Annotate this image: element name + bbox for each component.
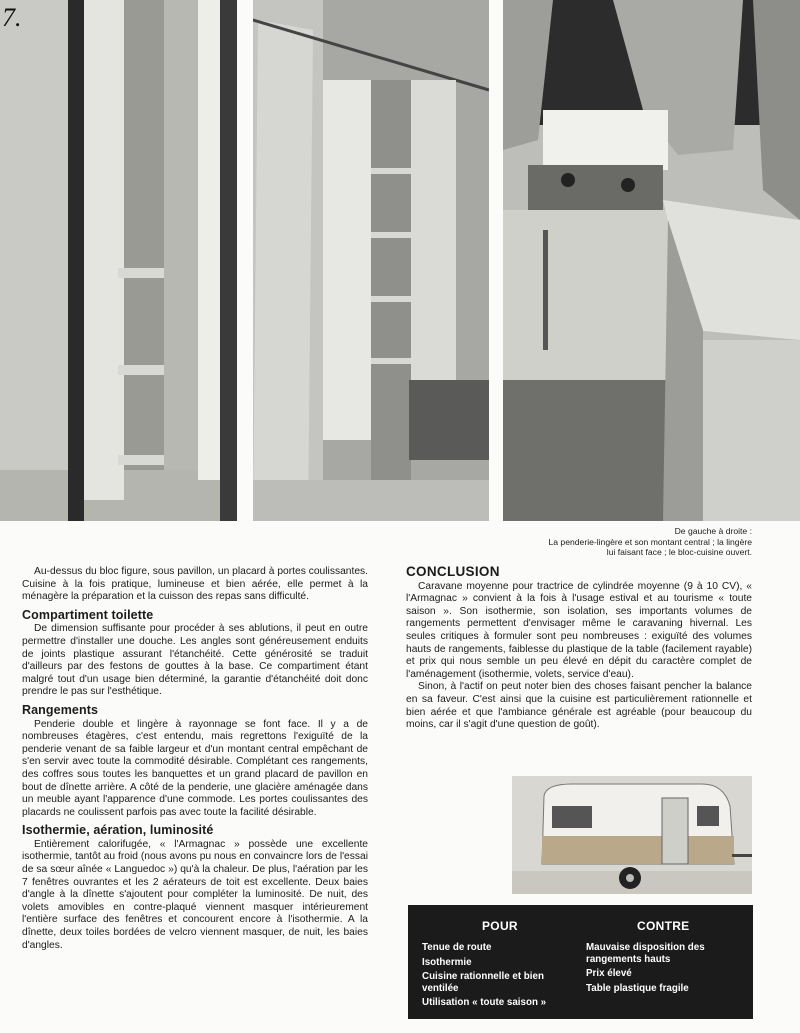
photo-bloc-cuisine <box>503 0 800 521</box>
page-number: 7. <box>2 3 22 32</box>
list-item: Cuisine rationnelle et bien ventilée <box>422 971 544 994</box>
conclusion-heading: CONCLUSION <box>406 564 500 579</box>
conclusion-paragraph: Caravane moyenne pour tractrice de cylindrée moyenne (9 à 10 CV), « l'Armagnac » convient à la fois à l'usage estival et au tourisme « toute saison ». Son isothermie, son isolation, ses importants volumes de rangements permettent d'envisager même le caravaning hivernal. Les seules critiques à formuler sont peu nombreuses : exiguïté des volumes hauts de rangements, faiblesse du plastique de la table (facilement rayable) et prix qui nous semble un peu élevé en dépit du caractère complet de l'aménagement (isothermie, volets, service d'eau). <box>406 580 752 680</box>
list-item: Table plastique fragile <box>586 982 689 994</box>
caption-line: La penderie-lingère et son montant central ; la lingère <box>548 536 752 547</box>
contre-heading: CONTRE <box>637 919 690 933</box>
section-paragraph: Penderie double et lingère à rayonnage se font face. Il y a de nombreuses étagères, c'est entendu, mais regrettons l'exiguïté de la penderie venant de sa faible largeur et d'un montant central empêchant de s'en servir avec toute la commodité désirable. Complétant ces rangements, des coffres sous toutes les banquettes et un grand placard de pavillon en bout de dînette arrière. A côté de la penderie, une glacière aménagée dans un meuble ayant l'apparence d'une commode. Les portes coulissantes des placards ne coulissent parfois pas avec toute la facilité désirable. <box>22 718 368 818</box>
photo-caption <box>548 526 752 558</box>
list-item: Utilisation « toute saison » <box>422 997 547 1008</box>
caption-line: De gauche à droite : <box>674 526 752 536</box>
list-item: Isothermie <box>422 956 472 968</box>
pour-heading: POUR <box>482 919 518 933</box>
section-heading-isothermie: Isothermie, aération, luminosité <box>22 823 214 838</box>
intro-paragraph: Au-dessus du bloc figure, sous pavillon, un placard à portes coulissantes. Cuisine à la fois pratique, lumineuse et bien aérée, elle permet à la ménagère la préparation et la cuisson des repas sans difficulté. <box>22 566 368 603</box>
list-item: Mauvaise disposition des rangements hauts <box>586 942 705 965</box>
list-item: Tenue de route <box>422 942 492 953</box>
section-heading-toilette: Compartiment toilette <box>22 607 154 622</box>
photo-penderie <box>0 0 237 521</box>
caravan-photo <box>512 776 752 894</box>
contre-list <box>586 942 744 997</box>
pros-cons-box <box>408 905 753 1019</box>
section-paragraph: Entièrement calorifugée, « l'Armagnac » possède une excellente isothermie, tantôt au froid (nous avons pu nous en convaincre lors de l'essai de sa sœur aînée « Languedoc ») qu'à la chaleur. De plus, l'aération par les 7 fenêtres ouvrantes et les 2 aérateurs de toit est excellente. Deux baies d'angle à la dînette s'ajoutent pour compléter la luminosité. De nuit, des volets amovibles en contre-plaqué viennent masquer intérieurement l'entière surface des fenêtres et concourent encore à l'isothermie. A la dînette, deux toiles bordées de velcro viennent masquer, de nuit, les baies d'angles. <box>22 838 368 951</box>
list-item: Prix élevé <box>586 968 632 979</box>
right-column <box>406 566 752 732</box>
photo-lingere <box>253 0 489 521</box>
pour-list <box>422 942 572 1012</box>
caption-line: lui faisant face ; le bloc-cuisine ouvert. <box>606 547 752 557</box>
left-column <box>22 566 368 952</box>
section-heading-rangements: Rangements <box>22 702 99 717</box>
section-paragraph: De dimension suffisante pour procéder à ses ablutions, il peut en outre permettre d'installer une douche. Les angles sont généreusement enduits de joints plastique assurant l'étanchéité. Cette générosité se traduit d'ailleurs par des festons de gouttes à la base. Ce compartiment étant malgré tout d'un usage bien déterminé, la garantie d'étanchéité doit donc prendre le pas sur l'esthétique. <box>22 623 368 698</box>
conclusion-paragraph: Sinon, à l'actif on peut noter bien des choses faisant pencher la balance en sa faveur. C'est ainsi que la cuisine est particulièrement rationnelle et bien aérée et que l'ambiance générale est agréable (pour beaucoup du moins, car il s'agit d'une question de goût). <box>406 681 752 731</box>
